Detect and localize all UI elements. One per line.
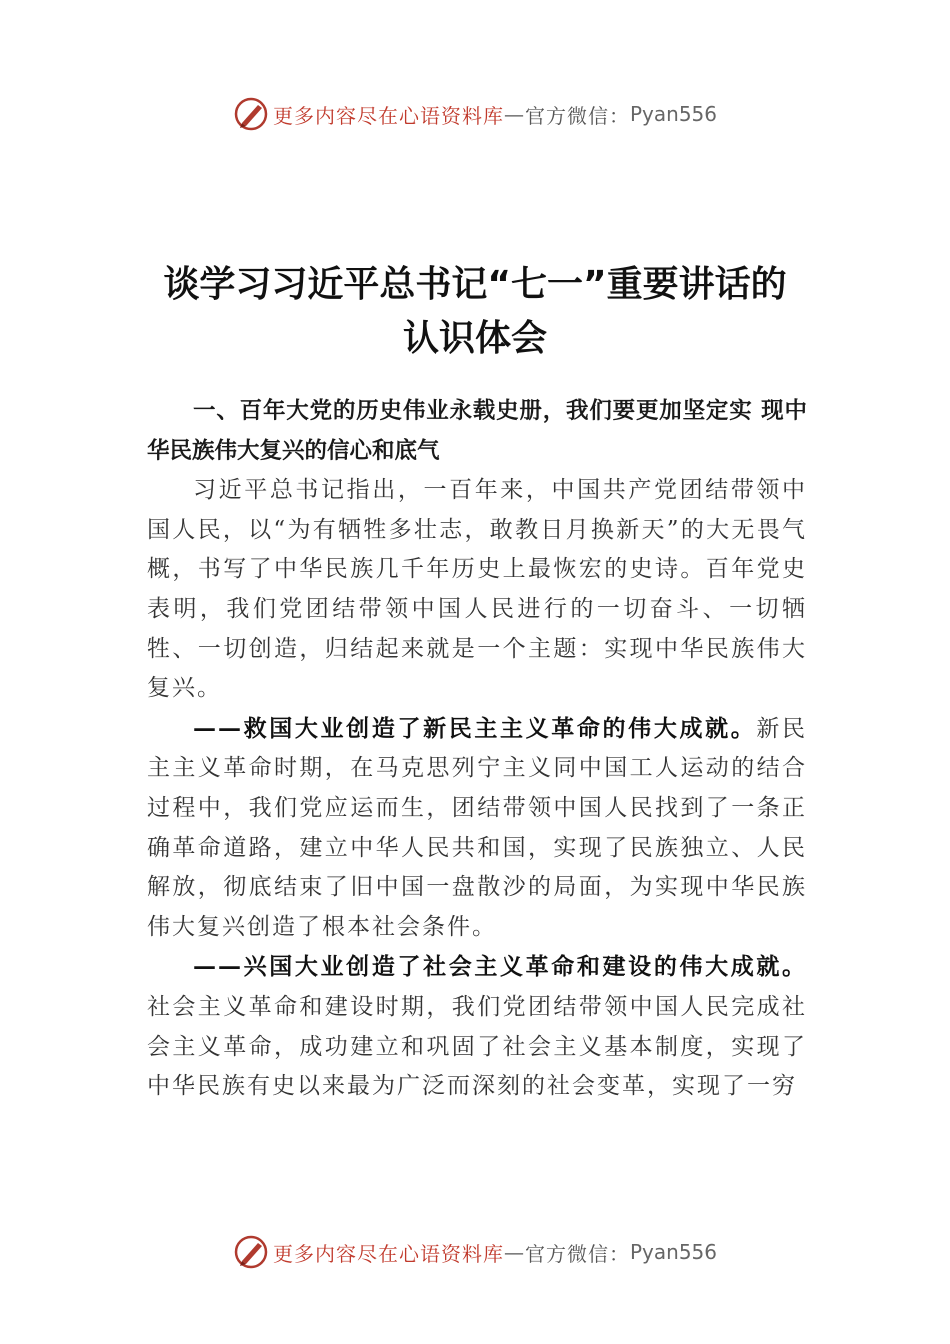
banner-main-text: 更多内容尽在心语资料库 — [272, 103, 504, 128]
banner-separator: — — [503, 1240, 525, 1264]
paragraph-body-1: 新民主主义革命时期，在马克思列宁主义同中国工人运动的结合过程中，我们党应运而生，团结带领中国人民找到了一条正确革命道路，建立中华人民共和国，实现了民族独立、人民解放，彻底结束了旧中国一盘散沙的局面，为实现中华民族伟大复兴创造了根本社会条件。 — [147, 715, 808, 940]
banner-wechat-label: 官方微信： — [524, 103, 630, 128]
header-banner — [0, 94, 950, 134]
pen-circle-logo-icon — [233, 96, 269, 132]
paragraph-lead-1: ——救国大业创造了新民主主义革命的伟大成就。 — [193, 714, 757, 742]
document-body — [147, 392, 807, 1107]
section-heading: 一、百年大党的历史伟业永载史册，我们要更加坚定实 现中华民族伟大复兴的信心和底气 — [147, 398, 807, 464]
paragraph-body-2: 社会主义革命和建设时期，我们党团结带领中国人民完成社会主义革命，成功建立和巩固了社会主义基本制度，实现了中华民族有史以来最为广泛而深刻的社会变革，实现了一穷 — [147, 993, 807, 1100]
footer-banner — [0, 1232, 950, 1272]
banner-wechat-id: Pyan556 — [629, 102, 717, 126]
body-paragraph-3 — [147, 947, 807, 1106]
pen-circle-logo-icon — [233, 1234, 269, 1270]
body-paragraph-1: 习近平总书记指出，一百年来，中国共产党团结带领中国人民，以“为有牺牲多壮志，敢教日月换新天”的大无畏气概，书写了中华民族几千年历史上最恢宏的史诗。百年党史表明，我们党团结带领中国人民进行的一切奋斗、一切牺牲、一切创造，归结起来就是一个主题：实现中华民族伟大复兴。 — [147, 477, 807, 702]
banner-main-text: 更多内容尽在心语资料库 — [272, 1241, 504, 1266]
banner-separator: — — [503, 102, 525, 126]
title-line-1: 谈学习习近平总书记“七一”重要讲话的 — [163, 264, 787, 305]
banner-wechat-label: 官方微信： — [524, 1241, 630, 1266]
paragraph-lead-2: ——兴国大业创造了社会主义革命和建设的伟大成就。 — [193, 953, 807, 981]
title-line-2: 认识体会 — [402, 318, 547, 359]
document-title — [130, 258, 820, 366]
banner-wechat-id: Pyan556 — [629, 1240, 717, 1264]
body-paragraph-2 — [147, 709, 807, 948]
